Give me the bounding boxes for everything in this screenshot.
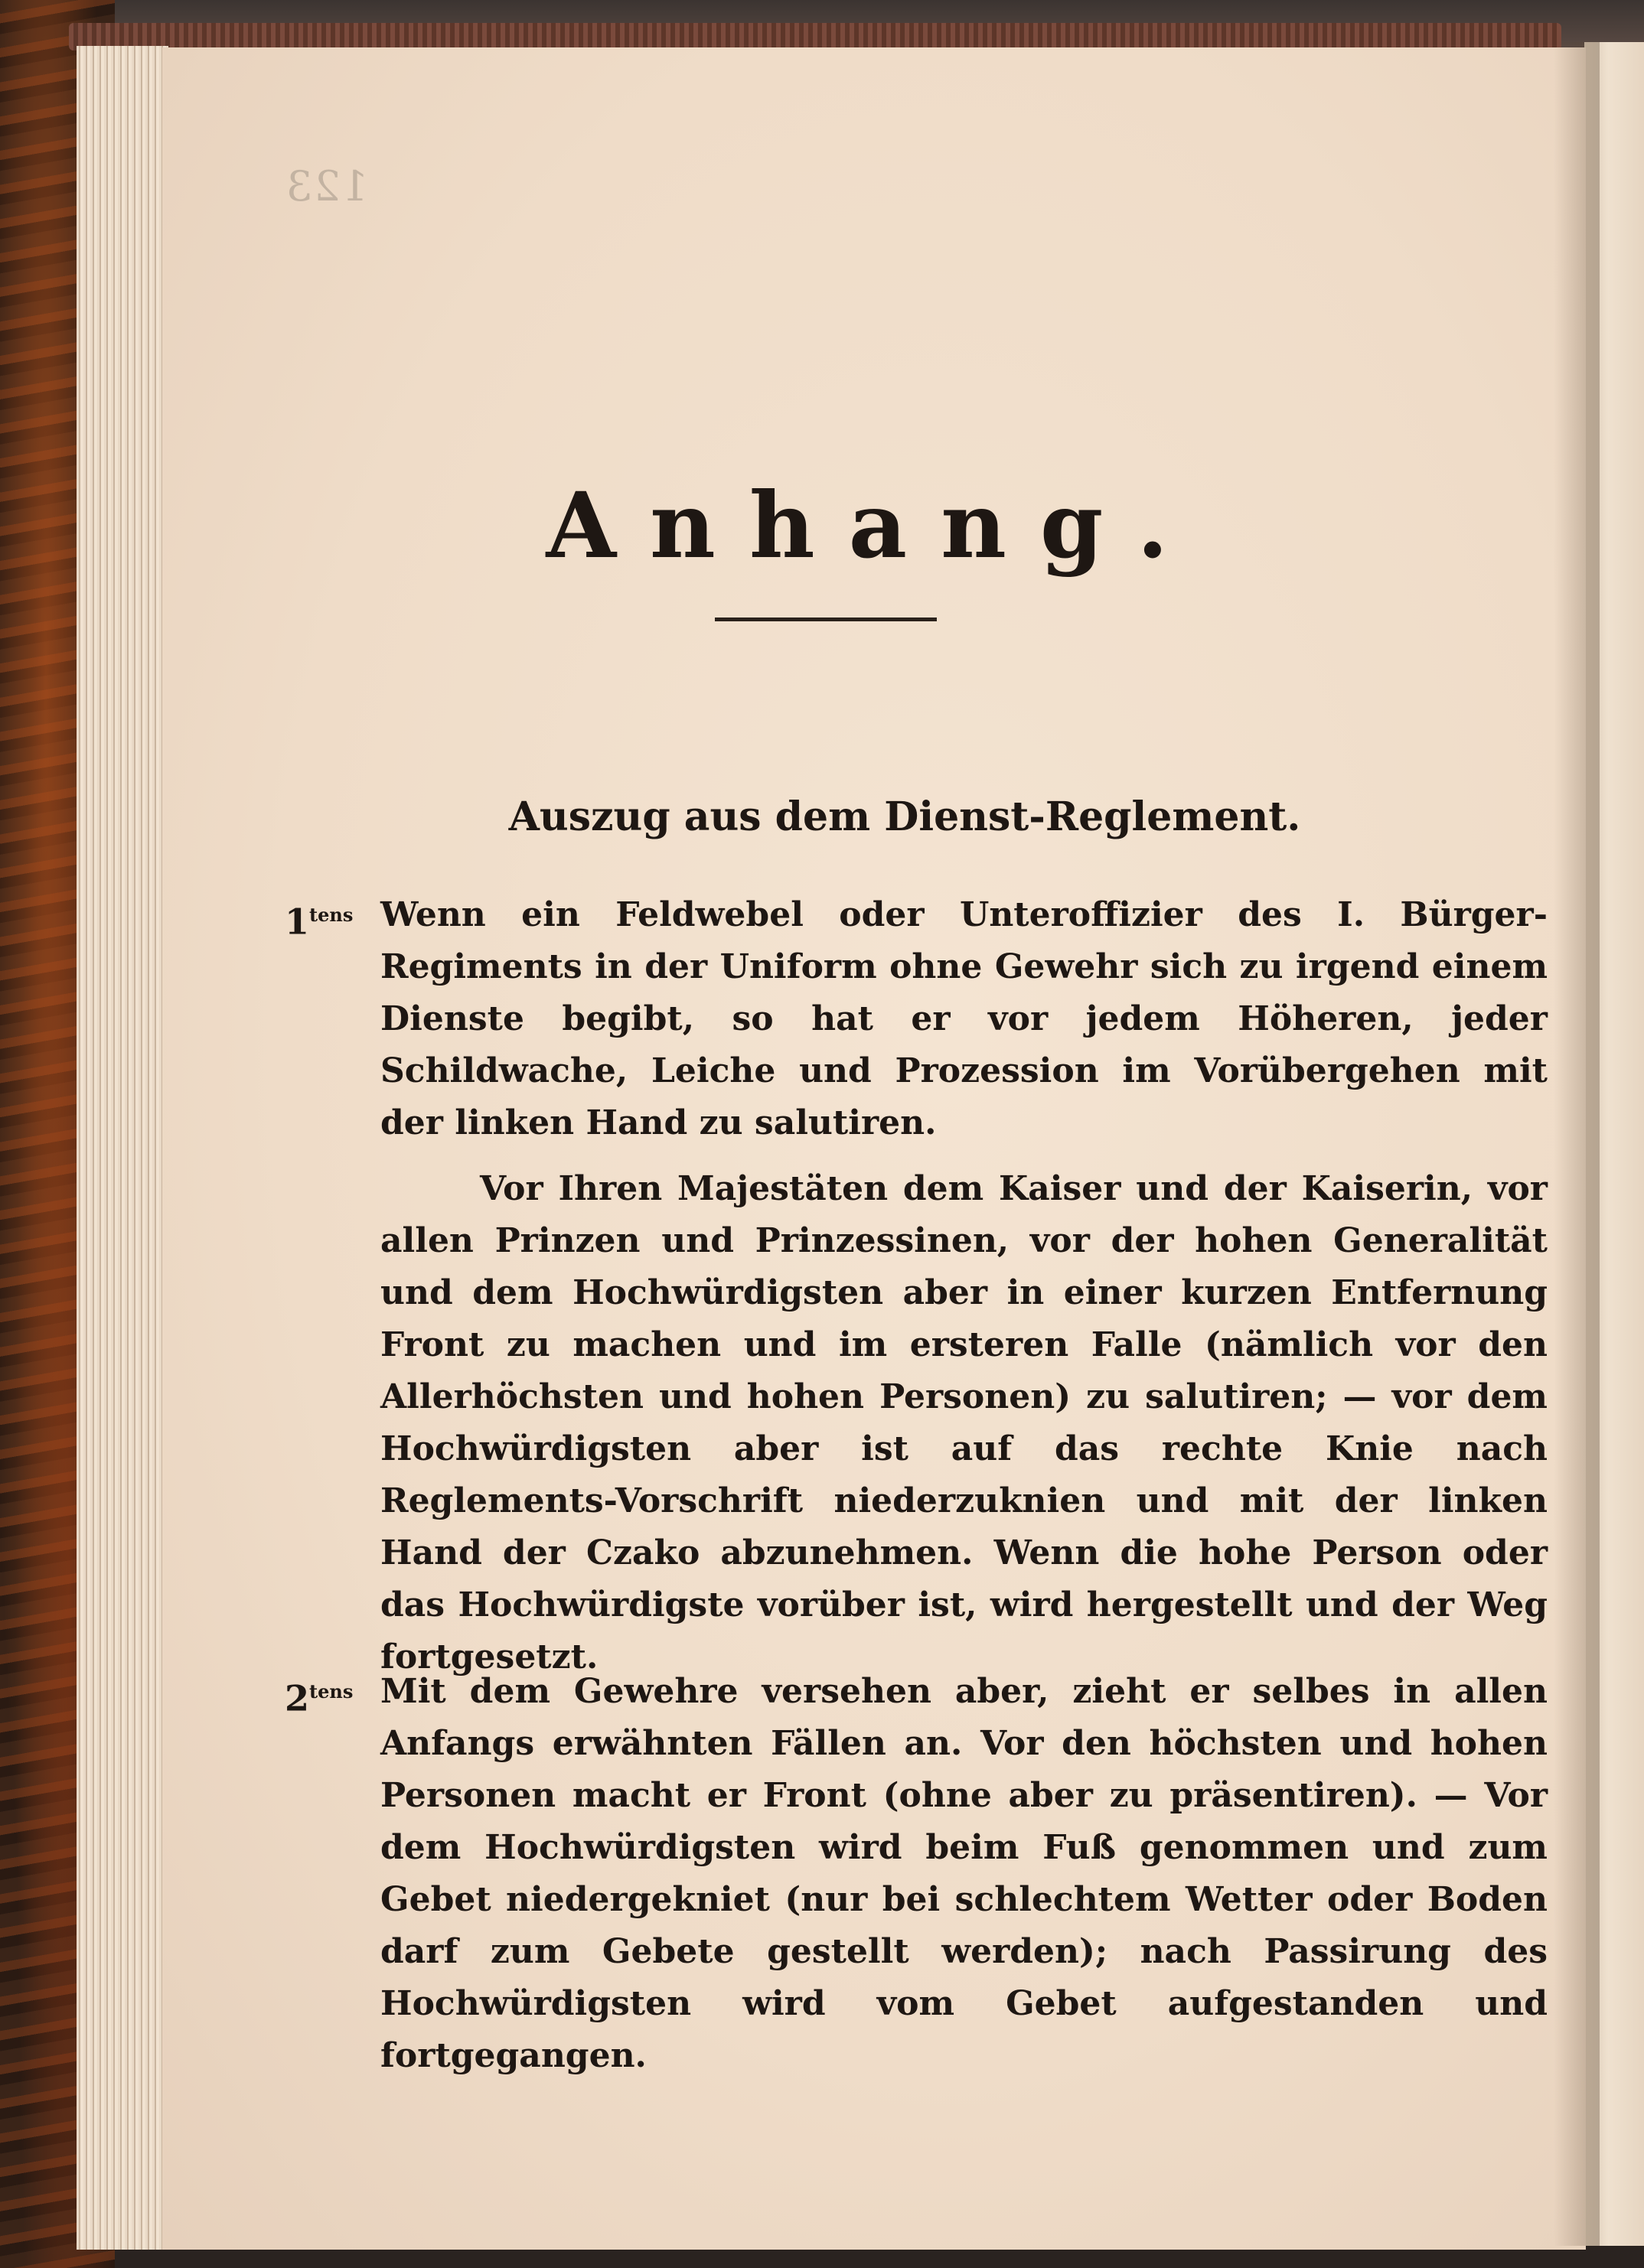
paragraph: Mit dem Gewehre versehen aber, zieht er selbes in allen Anfangs erwähnten Fällen an. Vor den höchsten und hohen Personen macht er Front (ohne aber zu präsentiren). — Vor dem Hochwürdigsten wird beim Fuß genommen und zum Gebet niedergekniet (nur bei schlechtem Wetter oder Boden darf zum Gebete gestellt werden); nach Passirung des Hochwürdigsten wird vom Gebet aufgestanden und fortgegangen. [380,1672,1548,2075]
section-heading: Auszug aus dem Dienst-Reglement. [508,793,1301,840]
section-2 [285,1666,1548,2082]
book-headband [69,23,1561,51]
book-page [162,47,1586,2250]
section-marker: $2^{tens}$ [285,1677,354,1719]
page-title: Anhang. [546,472,1202,578]
section-marker: $1^{tens}$ [285,901,354,943]
page-number: 123 [285,162,369,210]
paragraph: Wenn ein Feldwebel oder Unteroffizier des I. Bürger-Regiments in der Uniform ohne Gewehr sich zu irgend einem Dienste begibt, so hat er vor jedem Höheren, jeder Schildwache, Leiche und Prozession im Vorübergehen mit der linken Hand zu salutiren. [380,895,1548,1142]
gutter-shadow [1554,42,1600,2246]
paragraph: Vor Ihren Majestäten dem Kaiser und der Kaiserin, vor allen Prinzen und Prinzessinen, vor der hohen Generalität und dem Hochwürdigsten aber in einer kurzen Entfernung Front zu machen und im ersteren Falle (nämlich vor den Allerhöchsten und hohen Personen) zu salutiren; — vor dem Hochwürdigsten aber ist auf das rechte Knie nach Reglements-Vorschrift niederzuknien und mit der linken Hand der Czako abzunehmen. Wenn die hohe Person oder das Hochwürdigste vorüber ist, wird hergestellt und der Weg fortgesetzt. [380,1169,1548,1677]
section-1 [285,889,1548,1683]
page-edges [77,46,168,2250]
title-rule [715,618,937,621]
